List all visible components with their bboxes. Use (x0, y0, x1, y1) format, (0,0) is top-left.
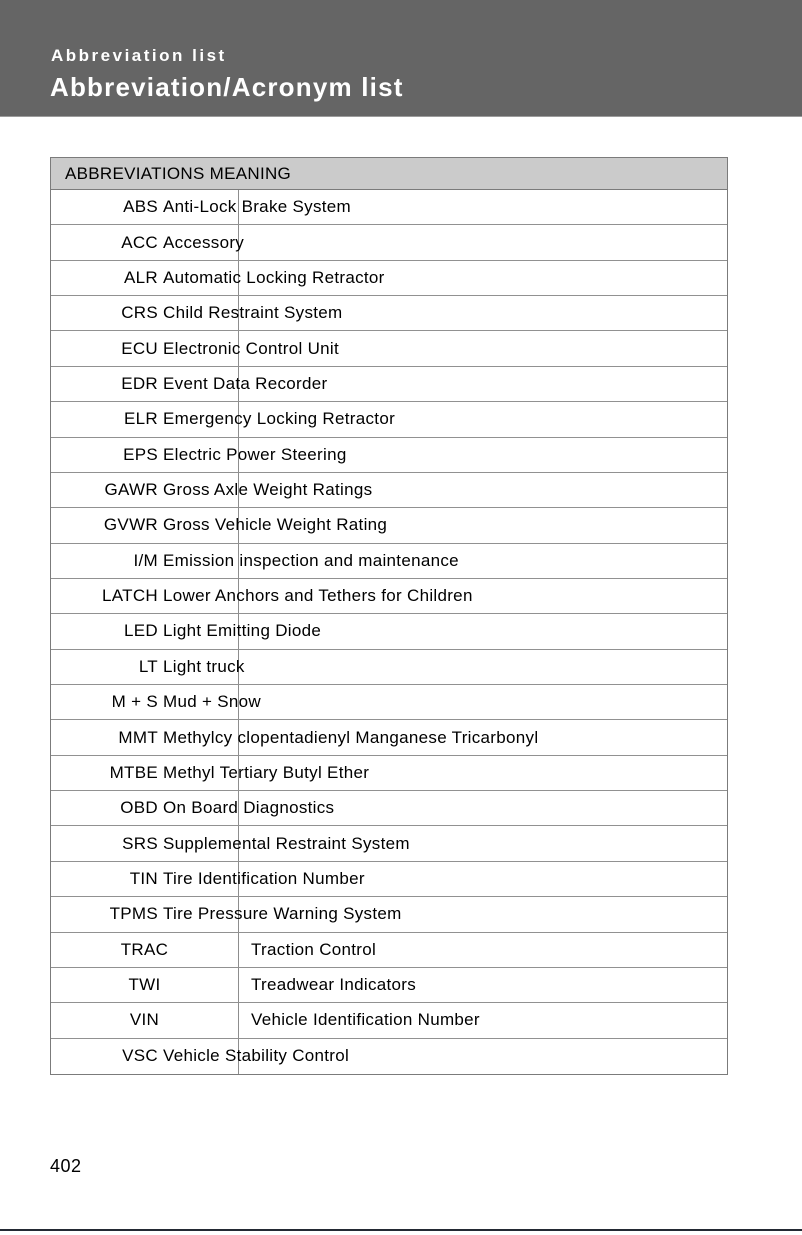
abbreviation-cell: ALR (124, 267, 158, 287)
table-row (51, 579, 727, 614)
abbreviation-cell: ABS (123, 197, 158, 217)
meaning-cell: Lower Anchors and Tethers for Children (163, 586, 473, 606)
table-row (51, 968, 727, 1003)
table-header-label: ABBREVIATIONS MEANING (65, 163, 292, 183)
abbreviation-cell: TWI (128, 975, 161, 995)
abbreviation-cell: ACC (121, 232, 158, 252)
table-row (51, 791, 727, 826)
table-row (51, 897, 727, 932)
abbreviation-cell: M + S (111, 692, 158, 712)
table-row (51, 933, 727, 968)
table-row (51, 438, 727, 473)
abbreviation-cell: OBD (120, 798, 158, 818)
abbreviation-cell: GAWR (104, 480, 158, 500)
table-row (51, 756, 727, 791)
page-header-band (0, 0, 802, 117)
abbreviation-cell: TPMS (109, 904, 158, 924)
meaning-cell: Tire Pressure Warning System (163, 904, 402, 924)
table-row (51, 331, 727, 366)
meaning-cell: Tire Identification Number (163, 869, 365, 888)
meaning-cell: Gross Vehicle Weight Rating (163, 515, 388, 535)
meaning-cell: Accessory (163, 232, 245, 252)
meaning-cell: Event Data Recorder (163, 373, 328, 393)
page-bottom-rule (0, 1229, 802, 1231)
abbreviation-cell: ELR (124, 409, 158, 429)
abbreviation-cell: GVWR (103, 515, 158, 535)
meaning-cell: Light Emitting Diode (163, 621, 322, 641)
table-row (51, 473, 727, 508)
meaning-cell: Vehicle Stability Control (163, 1046, 350, 1066)
table-row (51, 225, 727, 260)
abbreviation-cell: EDR (121, 373, 158, 393)
table-row (51, 1003, 727, 1038)
meaning-cell: Vehicle Identification Number (251, 1010, 480, 1030)
page-number: 402 (50, 1156, 82, 1176)
meaning-cell: Traction Control (251, 939, 377, 959)
meaning-cell: Light truck (163, 656, 245, 676)
abbreviation-cell: MMT (118, 727, 158, 747)
meaning-cell: Electronic Control Unit (163, 338, 340, 358)
abbreviation-cell: EPS (123, 444, 158, 464)
table-row (51, 367, 727, 402)
table-row (51, 862, 727, 897)
meaning-cell: Emission inspection and maintenance (163, 550, 459, 570)
meaning-cell: Anti-Lock Brake System (163, 197, 351, 217)
abbreviation-cell: LED (124, 621, 158, 641)
meaning-cell: Treadwear Indicators (251, 975, 417, 995)
table-row (51, 190, 727, 225)
abbreviation-cell: SRS (122, 833, 158, 853)
abbreviation-cell: I/M (133, 550, 158, 570)
abbreviation-cell: CRS (121, 303, 158, 323)
abbreviation-cell: ECU (121, 338, 158, 358)
meaning-cell: Gross Axle Weight Ratings (163, 480, 373, 500)
chapter-label: Abbreviation list (51, 46, 227, 65)
table-row (51, 826, 727, 861)
table-row (51, 261, 727, 296)
abbreviation-cell: TIN (129, 869, 158, 888)
table-header-row (51, 158, 727, 190)
abbreviation-cell: VSC (122, 1046, 158, 1066)
meaning-cell: On Board Diagnostics (163, 798, 335, 818)
abbreviation-cell: TRAC (120, 939, 169, 959)
table-row (51, 685, 727, 720)
table-body (51, 190, 727, 1074)
abbreviation-cell: MTBE (109, 762, 158, 782)
abbreviation-cell: LATCH (102, 586, 158, 606)
meaning-cell: Automatic Locking Retractor (163, 267, 385, 287)
table-row (51, 544, 727, 579)
meaning-cell: Child Restraint System (163, 303, 343, 323)
table-row (51, 650, 727, 685)
table-row (51, 614, 727, 649)
abbreviation-cell: VIN (129, 1010, 160, 1030)
meaning-cell: Mud + Snow (163, 692, 261, 712)
page-title: Abbreviation/Acronym list (50, 72, 404, 102)
meaning-cell: Methyl Tertiary Butyl Ether (163, 762, 370, 782)
meaning-cell: Electric Power Steering (163, 444, 347, 464)
table-row (51, 402, 727, 437)
meaning-cell: Supplemental Restraint System (163, 833, 410, 853)
table-row (51, 508, 727, 543)
table-row (51, 1039, 727, 1074)
meaning-cell: Emergency Locking Retractor (163, 409, 396, 429)
table-row (51, 296, 727, 331)
table-row (51, 720, 727, 755)
abbreviation-cell: LT (138, 656, 158, 676)
meaning-cell: Methylcy clopentadienyl Manganese Tricarbonyl (163, 727, 539, 747)
abbreviation-table (50, 157, 728, 1075)
